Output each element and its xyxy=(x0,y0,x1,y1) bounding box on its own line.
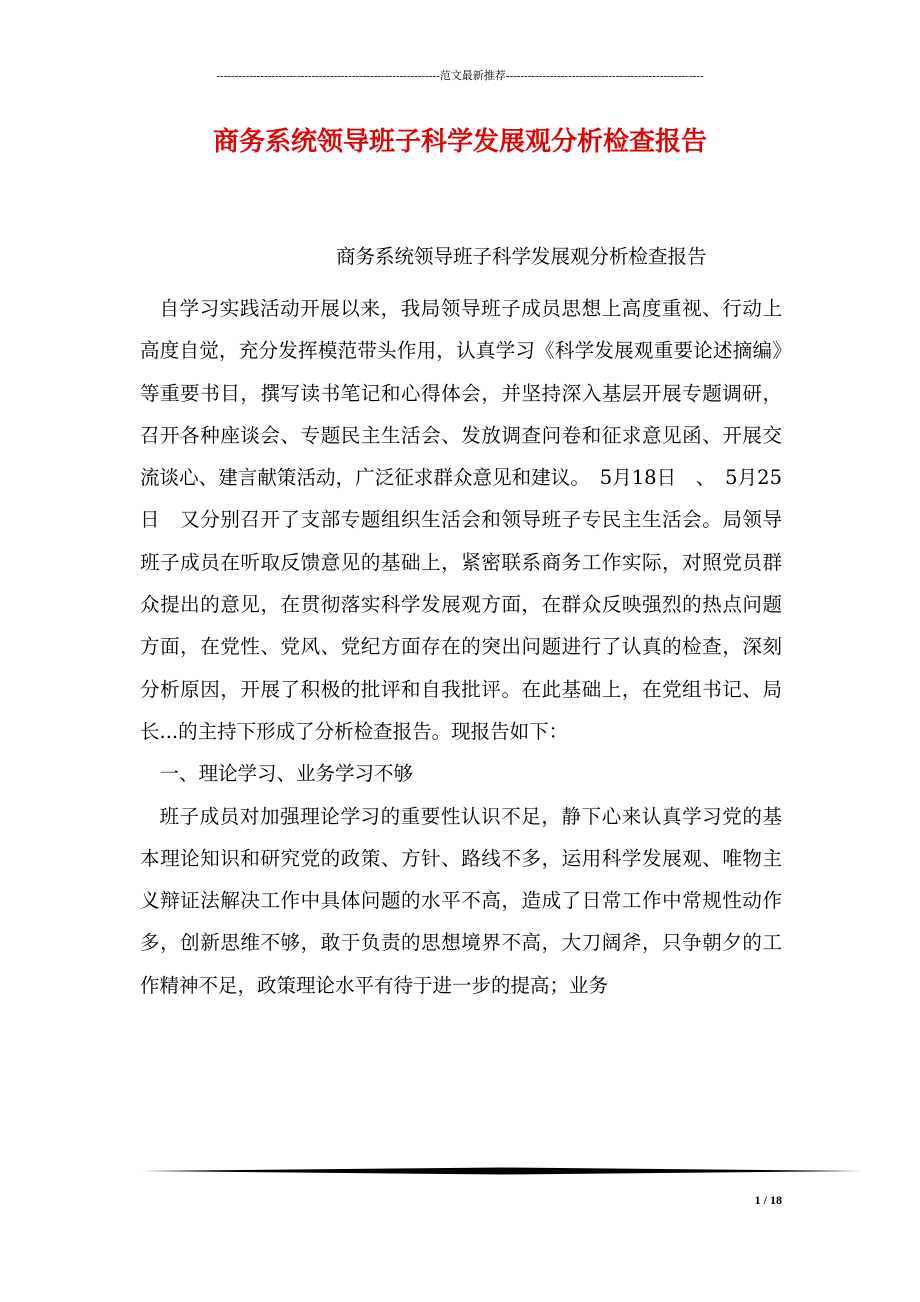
page-number: 1 / 18 xyxy=(754,1193,782,1207)
document-title: 商务系统领导班子科学发展观分析检查报告 xyxy=(212,127,707,157)
footer-rule xyxy=(142,1166,862,1176)
page-header: -------------------------------------------------------------范文最新推荐------------------------------------------------------ xyxy=(216,70,704,82)
document-body xyxy=(140,288,782,1007)
document-subtitle: 商务系统领导班子科学发展观分析检查报告 xyxy=(336,245,707,268)
paragraph-section-1: 班子成员对加强理论学习的重要性认识不足，静下心来认真学习党的基本理论知识和研究党的政策、方针、路线不多，运用科学发展观、唯物主义辩证法解决工作中具体问题的水平不高，造成了日常工作中常规性动作多，创新思维不够，敢于负责的思想境界不高，大刀阔斧，只争朝夕的工作精神不足，政策理论水平有待于进一步的提高；业务 xyxy=(140,804,782,997)
section-heading-1: 一、理论学习、业务学习不够 xyxy=(159,762,414,786)
paragraph-intro: 自学习实践活动开展以来，我局领导班子成员思想上高度重视、行动上高度自觉，充分发挥模范带头作用，认真学习《科学发展观重要论述摘编》等重要书目，撰写读书笔记和心得体会，并坚持深入基层开展专题调研，召开各种座谈会、专题民主生活会、发放调查问卷和征求意见函、开展交流谈心、建言献策活动，广泛征求群众意见和建议。 5月18日 、 5月25日 又分别召开了支部专题组织生活会和领导班子专民主生活会。局领导班子成员在听取反馈意见的基础上，紧密联系商务工作实际，对照党员群众提出的意见，在贯彻落实科学发展观方面，在群众反映强烈的热点问题方面，在党性、党风、党纪方面存在的突出问题进行了认真的检查，深刻分析原因，开展了积极的批评和自我批评。在此基础上，在党组书记、局长...的主持下形成了分析检查报告。现报告如下： xyxy=(140,297,782,743)
